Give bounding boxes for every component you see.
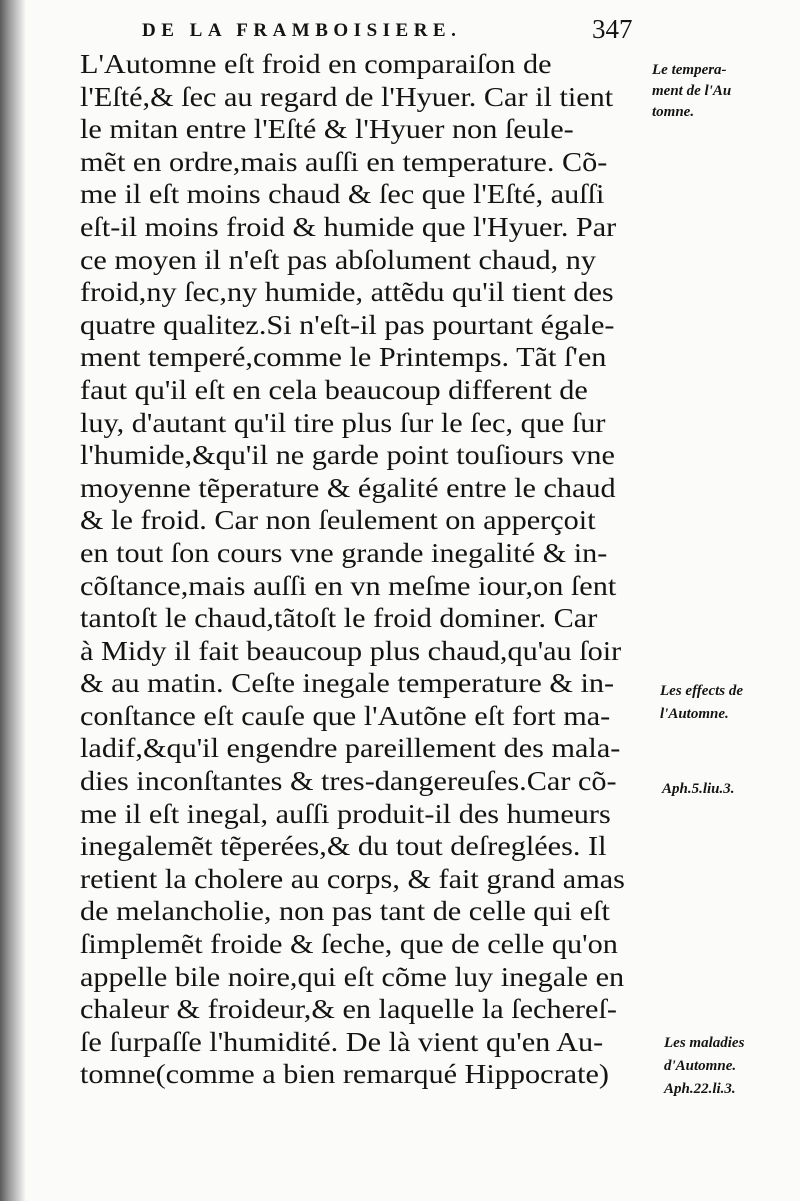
- margin-note-line: d'Automne.: [664, 1058, 737, 1074]
- text-line: ce moyen il n'eſt pas abſolument chaud, ny: [80, 244, 597, 275]
- margin-note-line: Le tempera-: [652, 62, 727, 78]
- text-line: l'humide,&qu'il ne garde point touſiours vne: [80, 440, 615, 471]
- text-line: chaleur & froideur,& en laquelle la ſechereſ-: [80, 994, 617, 1025]
- page-number: 347: [592, 14, 633, 44]
- margin-note-line: Aph.22.li.3.: [664, 1081, 736, 1097]
- margin-note-line: l'Automne.: [660, 706, 729, 722]
- body-text: [80, 48, 660, 1091]
- margin-note-aph-5: [662, 778, 735, 801]
- text-line: retient la cholere au corps, & fait grand amas: [80, 863, 625, 894]
- text-line: de melancholie, non pas tant de celle qui eſt: [80, 896, 610, 927]
- text-line: mẽt en ordre,mais auſſi en temperature. Cõ-: [80, 146, 608, 177]
- text-line: ſe ſurpaſſe l'humidité. De là vient qu'en Au-: [80, 1026, 604, 1057]
- running-head: DE LA FRAMBOISIERE.: [142, 20, 462, 41]
- text-line: me il eſt moins chaud & ſec que l'Eſté, auſſi: [80, 179, 605, 210]
- margin-note-line: tomne.: [652, 104, 695, 120]
- text-line: ſimplemẽt froide & ſeche, que de celle qu'on: [80, 929, 618, 960]
- text-line: eſt-il moins froid & humide que l'Hyuer. Par: [80, 211, 617, 242]
- margin-note-line: ment de l'Au: [652, 83, 732, 99]
- text-line: appelle bile noire,qui eſt cõme luy inegale en: [80, 961, 625, 992]
- margin-note-temperament: [652, 60, 731, 123]
- text-line: moyenne tẽperature & égalité entre le chaud: [80, 472, 616, 503]
- book-gutter-shadow: [0, 0, 26, 1201]
- text-line: me il eſt inegal, auſſi produit-il des humeurs: [80, 798, 611, 829]
- text-line: ladif,&qu'il engendre pareillement des mala-: [80, 733, 621, 764]
- margin-note-line: Les maladies: [664, 1035, 745, 1051]
- text-line: luy, d'autant qu'il tire plus ſur le ſec, que ſur: [80, 407, 606, 438]
- text-line: tomne(comme a bien remarqué Hippocrate): [80, 1059, 609, 1090]
- text-line: L'Automne eſt froid en comparaiſon de: [80, 49, 552, 79]
- margin-note-maladies: [664, 1032, 744, 1101]
- text-line: & au matin. Ceſte inegale temperature & in-: [80, 668, 615, 699]
- text-line: ment temperé,comme le Printemps. Tãt ſ'en: [80, 342, 607, 373]
- margin-note-line: Aph.5.liu.3.: [662, 781, 735, 797]
- text-line: l'Eſté,& ſec au regard de l'Hyuer. Car il tient: [80, 81, 614, 112]
- text-line: & le froid. Car non ſeulement on apperçoit: [80, 505, 596, 536]
- margin-note-line: Les effects de: [660, 683, 744, 699]
- text-line: cõſtance,mais auſſi en vn meſme iour,on ſent: [80, 570, 617, 601]
- text-line: dies inconſtantes & tres-dangereuſes.Car cõ-: [80, 766, 617, 797]
- text-line: le mitan entre l'Eſté & l'Hyuer non ſeule-: [80, 114, 574, 145]
- margin-note-effects: [660, 680, 743, 726]
- text-line: quatre qualitez.Si n'eſt-il pas pourtant égale-: [80, 309, 615, 340]
- text-line: froid,ny ſec,ny humide, attẽdu qu'il tient des: [80, 277, 614, 308]
- text-line: en tout ſon cours vne grande inegalité & in-: [80, 537, 608, 568]
- text-line: tantoſt le chaud,tãtoſt le froid dominer. Car: [80, 603, 598, 634]
- text-line: à Midy il fait beaucoup plus chaud,qu'au ſoir: [80, 635, 622, 666]
- text-line: faut qu'il eſt en cela beaucoup different de: [80, 374, 588, 405]
- text-line: conſtance eſt cauſe que l'Autõne eſt fort ma-: [80, 700, 611, 731]
- text-line: inegalemẽt tẽperées,& du tout deſreglées. Il: [80, 831, 607, 862]
